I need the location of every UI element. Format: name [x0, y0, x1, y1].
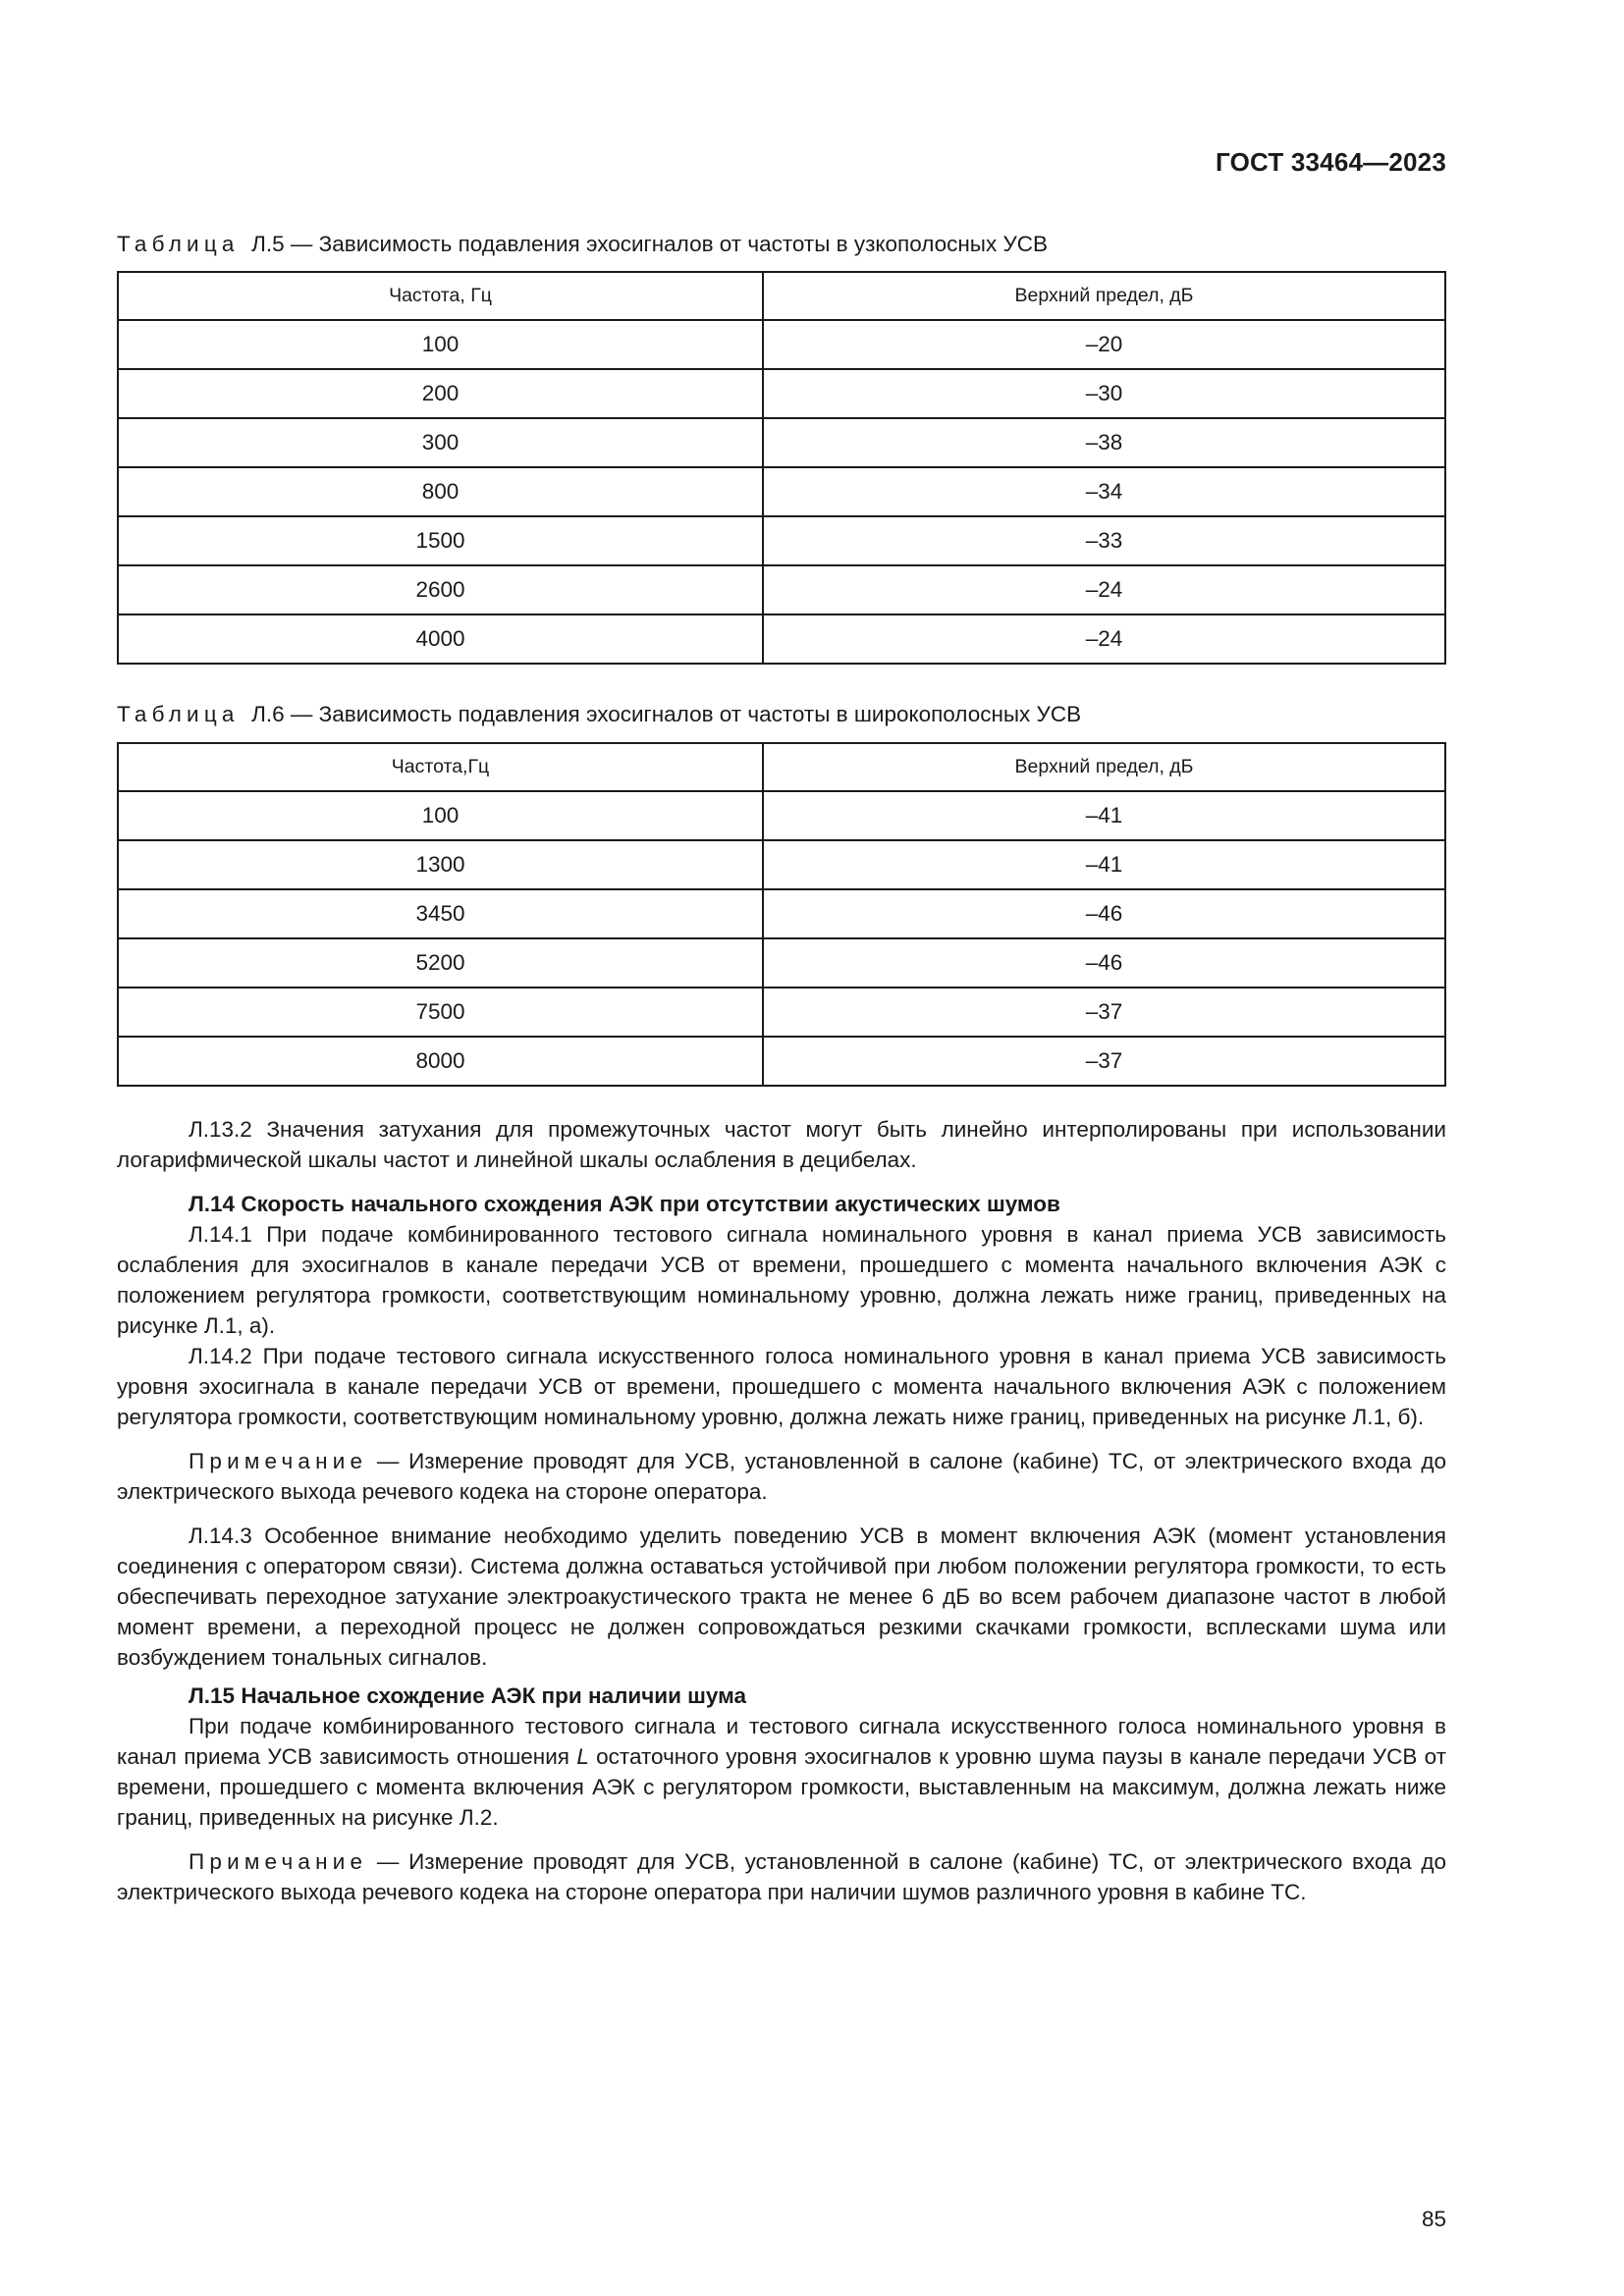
table5-title: Л.5 — Зависимость подавления эхосигналов от частоты в узкополосных УСВ	[251, 232, 1049, 256]
table5-caption	[117, 232, 1048, 257]
upper-limit-cell: –46	[763, 889, 1445, 938]
paragraph-l15	[117, 1711, 1446, 1833]
frequency-cell: 100	[118, 320, 763, 369]
upper-limit-cell: –33	[763, 516, 1445, 565]
frequency-cell: 2600	[118, 565, 763, 614]
upper-limit-cell: –38	[763, 418, 1445, 467]
table-row	[118, 418, 1445, 467]
paragraph-l14-2: Л.14.2 При подаче тестового сигнала искусственного голоса номинального уровня в канал приема УСВ зависимость уровня эхосигнала в канале передачи УСВ от времени, прошедшего с момента начального включения АЭК с положением регулятора громкости, соответствующим номинальному уровню, должна лежать ниже границ, приведенных на рисунке Л.1, б).	[117, 1344, 1446, 1429]
table5-col-frequency: Частота, Гц	[118, 272, 763, 320]
document-id: ГОСТ 33464—2023	[1216, 147, 1446, 177]
frequency-cell: 1300	[118, 840, 763, 889]
table6-col-upper-limit: Верхний предел, дБ	[763, 743, 1445, 791]
heading-l15: Л.15 Начальное схождение АЭК при наличии шума	[189, 1683, 747, 1708]
frequency-cell: 100	[118, 791, 763, 840]
table-row	[118, 840, 1445, 889]
upper-limit-cell: –34	[763, 467, 1445, 516]
frequency-cell: 5200	[118, 938, 763, 988]
table6	[117, 742, 1446, 1087]
note-1-text: — Измерение проводят для УСВ, установленной в салоне (кабине) ТС, от электрического входа до электрического выхода речевого кодека на стороне оператора.	[117, 1449, 1446, 1504]
table5	[117, 271, 1446, 665]
note-1-label: Примечание	[189, 1449, 368, 1473]
frequency-cell: 200	[118, 369, 763, 418]
note-2-label: Примечание	[189, 1849, 368, 1874]
table6-title: Л.6 — Зависимость подавления эхосигналов от частоты в широкополосных УСВ	[251, 702, 1082, 726]
upper-limit-cell: –24	[763, 614, 1445, 664]
variable-l: L	[576, 1744, 589, 1769]
table-row	[118, 791, 1445, 840]
table-row	[118, 1037, 1445, 1086]
upper-limit-cell: –41	[763, 840, 1445, 889]
upper-limit-cell: –30	[763, 369, 1445, 418]
table5-header-row	[118, 272, 1445, 320]
upper-limit-cell: –37	[763, 1037, 1445, 1086]
frequency-cell: 4000	[118, 614, 763, 664]
table-row	[118, 565, 1445, 614]
paragraph-l13-2: Л.13.2 Значения затухания для промежуточных частот могут быть линейно интерполированы при использовании логарифмической шкалы частот и линейной шкалы ослабления в децибелах.	[117, 1117, 1446, 1172]
paragraph-l14-1: Л.14.1 При подаче комбинированного тестового сигнала номинального уровня в канал приема УСВ зависимость ослабления для эхосигналов в канале передачи УСВ от времени, прошедшего с момента начального включения АЭК с положением регулятора громкости, соответствующим номинальному уровню, должна лежать ниже границ, приведенных на рисунке Л.1, а).	[117, 1222, 1446, 1338]
page-number: 85	[1421, 2207, 1446, 2231]
table6-caption	[117, 702, 1081, 727]
table5-label: Таблица	[117, 232, 240, 256]
frequency-cell: 8000	[118, 1037, 763, 1086]
paragraph-l14-3: Л.14.3 Особенное внимание необходимо уделить поведению УСВ в момент включения АЭК (момент установления соединения с оператором связи). Система должна оставаться устойчивой при любом положении регулятора громкости, то есть обеспечивать переходное затухание электроакустического тракта не менее 6 дБ во всем рабочем диапазоне частот в любой момент времени, а переходной процесс не должен сопровождаться резкими скачками громкости, всплесками шума или возбуждением тональных сигналов.	[117, 1523, 1446, 1670]
table-row	[118, 369, 1445, 418]
table-row	[118, 467, 1445, 516]
upper-limit-cell: –46	[763, 938, 1445, 988]
frequency-cell: 300	[118, 418, 763, 467]
frequency-cell: 800	[118, 467, 763, 516]
body-text	[117, 1114, 1446, 1907]
note-2	[117, 1846, 1446, 1907]
note-1	[117, 1446, 1446, 1507]
frequency-cell: 7500	[118, 988, 763, 1037]
heading-l14: Л.14 Скорость начального схождения АЭК при отсутствии акустических шумов	[189, 1192, 1060, 1216]
table-row	[118, 614, 1445, 664]
table-row	[118, 889, 1445, 938]
table-row	[118, 516, 1445, 565]
table6-col-frequency: Частота,Гц	[118, 743, 763, 791]
paragraph-l15-part-a: При подаче комбинированного тестового сигнала и тестового сигнала искусственного голоса номинального уровня в канал приема УСВ зависимость отношения	[117, 1714, 1446, 1769]
table-row	[118, 938, 1445, 988]
upper-limit-cell: –37	[763, 988, 1445, 1037]
table6-label: Таблица	[117, 702, 240, 726]
paragraph-l15-part-b: остаточного уровня эхосигналов к уровню шума паузы в канале передачи УСВ от времени, прошедшего с момента включения АЭК с регулятором громкости, выставленным на максимум, должна лежать ниже границ, приведенных на рисунке Л.2.	[117, 1744, 1446, 1830]
frequency-cell: 1500	[118, 516, 763, 565]
upper-limit-cell: –41	[763, 791, 1445, 840]
note-2-text: — Измерение проводят для УСВ, установленной в салоне (кабине) ТС, от электрического входа до электрического выхода речевого кодека на стороне оператора при наличии шумов различного уровня в кабине ТС.	[117, 1849, 1446, 1904]
upper-limit-cell: –24	[763, 565, 1445, 614]
table-row	[118, 988, 1445, 1037]
table5-col-upper-limit: Верхний предел, дБ	[763, 272, 1445, 320]
table6-header-row	[118, 743, 1445, 791]
upper-limit-cell: –20	[763, 320, 1445, 369]
frequency-cell: 3450	[118, 889, 763, 938]
table-row	[118, 320, 1445, 369]
